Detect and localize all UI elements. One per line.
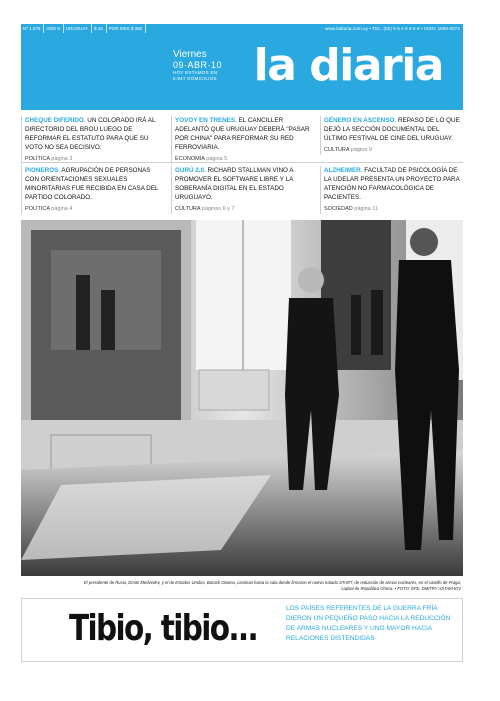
brief-kicker: PIONEROS. bbox=[25, 167, 60, 174]
page-ref: página 5 bbox=[206, 156, 228, 162]
brief-item[interactable] bbox=[320, 166, 460, 214]
issue-price: $ 25 bbox=[94, 24, 107, 33]
page-ref: página 11 bbox=[354, 206, 379, 212]
section-name: SOCIEDAD bbox=[324, 206, 353, 212]
story-deck: LOS PAÍSES REFERENTES DE LA GUERRA FRÍA DIERON UN PEQUEÑO PASO HACIA LA REDUCCIÓN DE ARMAS NUCLEARES Y UNO MAYOR HACIA RELACIONES DISTENDIDAS bbox=[286, 605, 451, 642]
brief-section bbox=[324, 205, 460, 214]
info-bar bbox=[21, 24, 463, 33]
section-name: CULTURA bbox=[175, 206, 201, 212]
divider bbox=[21, 162, 463, 163]
page-ref: página 3 bbox=[51, 156, 73, 162]
brief-text: REPASO DE LO QUE DEJÓ LA SECCIÓN DOCUMENTAL DEL ÚLTIMO FESTIVAL DE CINE DEL URUGUAY. bbox=[324, 117, 460, 142]
section-name: POLÍTICA bbox=[25, 206, 50, 212]
issue-subscription: POR MES $ 360 bbox=[109, 24, 146, 33]
issue-country: URUGUAY bbox=[66, 24, 92, 33]
brief-kicker: YOVOY EN TRENES. bbox=[175, 117, 237, 124]
brief-section bbox=[25, 205, 161, 214]
brief-item[interactable] bbox=[171, 116, 311, 164]
page-ref: páginas 6 y 7 bbox=[201, 206, 235, 212]
circulation-count: 6.947 DOMICILIOS bbox=[173, 76, 217, 81]
brief-kicker: GÉNERO EN ASCENSO. bbox=[324, 117, 397, 124]
weekday: Viernes bbox=[173, 49, 207, 60]
brief-item[interactable] bbox=[320, 116, 460, 155]
page-ref: página 9 bbox=[350, 147, 372, 153]
section-name: POLÍTICA bbox=[25, 156, 50, 162]
issue-year: AÑO 5 bbox=[46, 24, 64, 33]
issue-info bbox=[21, 24, 146, 33]
contact-info[interactable]: www.ladiaria.com.uy • TEL: (02) 9 6 4 6 8 6 8 • ISSN: 1688-0072 bbox=[325, 26, 460, 31]
brief-text: AGRUPACIÓN DE PERSONAS CON ORIENTACIONES SEXUALES MINORITARIAS FUE RECIBIDA EN CASA DEL PARTIDO COLORADO. bbox=[25, 167, 159, 201]
newspaper-logo: la diaria bbox=[253, 40, 443, 91]
brief-text: FACULTAD DE PSICOLOGÍA DE LA UDELAR PRESENTA UN PROYECTO PARA ATENCIÓN NO FARMACOLÓGICA DE PACIENTES. bbox=[324, 167, 460, 201]
front-page bbox=[21, 24, 463, 664]
brief-kicker: ALZHEIMER. bbox=[324, 167, 363, 174]
issue-number: Nº 1.078 bbox=[23, 24, 44, 33]
brief-kicker: GURÚ 2.0. bbox=[175, 167, 206, 174]
photo-caption: El presidente de Rusia, Dmitri Medvedev, y el de Estados Unidos, Barack Obama, caminan hacia la sala donde firmaron el nuevo tratado START, de reducción de armas nucleares, en el castillo de Praga, capital de República Checa. • FOTO: EFE, DMITRY ASTAKHOV bbox=[83, 580, 461, 591]
page-ref: página 4 bbox=[51, 206, 73, 212]
brief-section bbox=[324, 146, 460, 155]
brief-text: RICHARD STALLMAN VINO A PROMOVER EL SOFTWARE LIBRE Y LA SOBERANÍA DIGITAL EN EL ESTADO URUGUAYO. bbox=[175, 167, 294, 201]
circulation-label: HOY ESTAMOS EN bbox=[173, 70, 218, 75]
lead-photo[interactable] bbox=[21, 220, 463, 576]
masthead bbox=[21, 33, 463, 110]
brief-kicker: CHEQUE DIFERIDO. bbox=[25, 117, 86, 124]
brief-item[interactable] bbox=[171, 166, 311, 214]
section-name: ECONOMÍA bbox=[175, 156, 205, 162]
section-name: CULTURA bbox=[324, 147, 350, 153]
brief-item[interactable] bbox=[21, 166, 161, 214]
brief-section bbox=[175, 205, 311, 214]
main-headline: Tibio, tibio... bbox=[69, 608, 258, 649]
issue-date: 09·ABR·10 bbox=[173, 60, 223, 70]
brief-text: EL CANCILLER ADELANTÓ QUE URUGUAY DEBERÁ "PASAR POR CHINA" PARA REFORMAR SU RED FERROVIARIA. bbox=[175, 117, 310, 151]
brief-item[interactable] bbox=[21, 116, 161, 164]
date-block bbox=[173, 49, 222, 82]
brief-text: UN COLORADO IRÁ AL DIRECTORIO DEL BROU LUEGO DE REFORMAR EL ESTATUTO PARA QUE SU VOTO NO SEA DECISIVO. bbox=[25, 117, 156, 151]
lead-story[interactable] bbox=[21, 598, 463, 662]
